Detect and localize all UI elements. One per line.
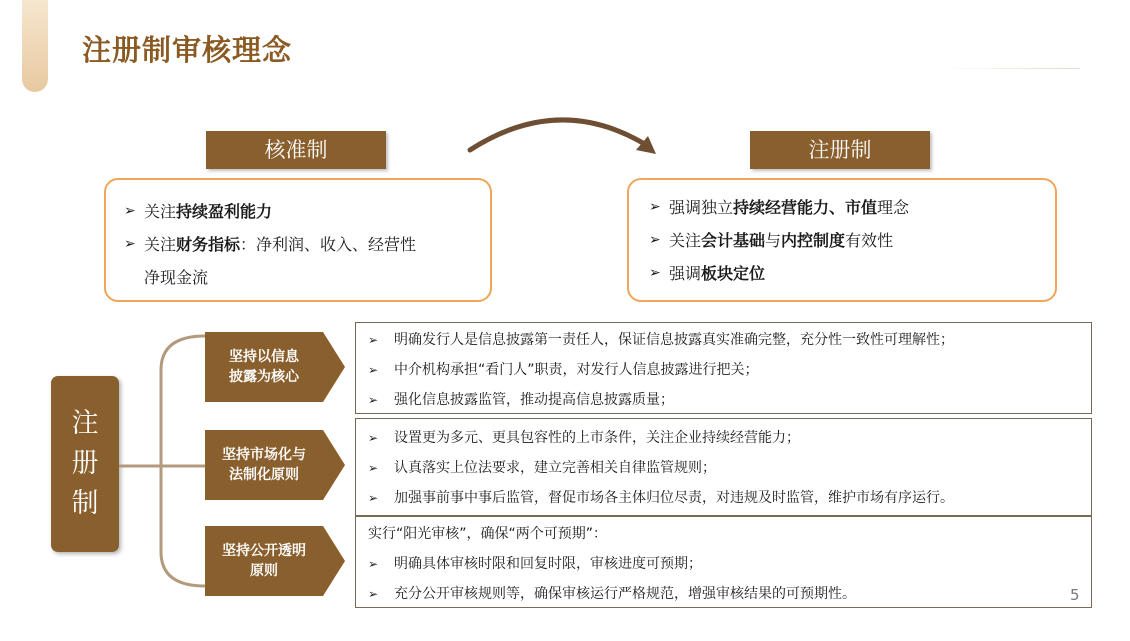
bullet-arrow-icon: ➢ [124, 203, 136, 219]
registration-system-label: 注 册 制 [51, 376, 119, 552]
principle-box-disclosure [355, 322, 1092, 414]
list-item: ➢ 加强事前事中事后监管，督促市场各主体归位尽责，对违规及时监管，维护市场有序运行。 [356, 483, 1091, 513]
accent-bar [22, 0, 48, 92]
list-item: ➢ 认真落实上位法要求，建立完善相关自律监管规则； [356, 453, 1091, 483]
list-item: ➢ 设置更为多元、更具包容性的上市条件，关注企业持续经营能力； [356, 423, 1091, 453]
principle-tag-disclosure: 坚持以信息 披露为核心 [205, 332, 345, 402]
bullet-arrow-icon: ➢ [368, 431, 379, 445]
bullet-arrow-icon: ➢ [368, 557, 379, 571]
intro-text: 实行“阳光审核”，确保“两个可预期”： [368, 526, 608, 542]
bullet-arrow-icon: ➢ [368, 393, 379, 407]
bracket-connector [119, 330, 209, 592]
bullet-arrow-icon: ➢ [368, 587, 379, 601]
list-item: ➢ 强调板块定位 [649, 257, 1055, 290]
bullet-arrow-icon: ➢ [649, 199, 661, 215]
principle-box-market-law [355, 418, 1092, 516]
bullet-arrow-icon: ➢ [124, 236, 136, 252]
curved-arrow-icon [460, 110, 660, 160]
list-item: ➢ 强化信息披露监管，推动提高信息披露质量； [356, 385, 1091, 415]
bullet-arrow-icon: ➢ [368, 363, 379, 377]
list-item: ➢ 中介机构承担“看门人”职责，对发行人信息披露进行把关； [356, 355, 1091, 385]
principle-tag-transparency: 坚持公开透明 原则 [205, 526, 345, 596]
list-item: ➢ 关注财务指标：净利润、收入、经营性 净现金流 [124, 228, 490, 294]
list-item: ➢ 充分公开审核规则等，确保审核运行严格规范，增强审核结果的可预期性。 [356, 579, 1091, 609]
page-number: 5 [1070, 586, 1080, 604]
list-item: ➢ 明确发行人是信息披露第一责任人，保证信息披露真实准确完整，充分性一致性可理解性； [356, 325, 1091, 355]
tag-approval-system: 核准制 [206, 131, 386, 169]
tag-registration-system: 注册制 [750, 131, 930, 169]
bullet-arrow-icon: ➢ [368, 333, 379, 347]
bullet-arrow-icon: ➢ [368, 491, 379, 505]
list-item: ➢ 强调独立持续经营能力、市值理念 [649, 191, 1055, 224]
principle-tag-market-law: 坚持市场化与 法制化原则 [205, 430, 345, 500]
bullet-arrow-icon: ➢ [368, 461, 379, 475]
registration-card [627, 178, 1057, 302]
page-title: 注册制审核理念 [82, 33, 293, 67]
approval-card [104, 178, 492, 302]
list-item: ➢ 明确具体审核时限和回复时限，审核进度可预期； [356, 549, 1091, 579]
title-divider [940, 68, 1080, 69]
principle-box-transparency [355, 516, 1092, 608]
list-item: ➢ 关注会计基础与内控制度有效性 [649, 224, 1055, 257]
bullet-arrow-icon: ➢ [649, 232, 661, 248]
bullet-arrow-icon: ➢ [649, 265, 661, 281]
list-item: ➢ 关注持续盈利能力 [124, 195, 490, 228]
